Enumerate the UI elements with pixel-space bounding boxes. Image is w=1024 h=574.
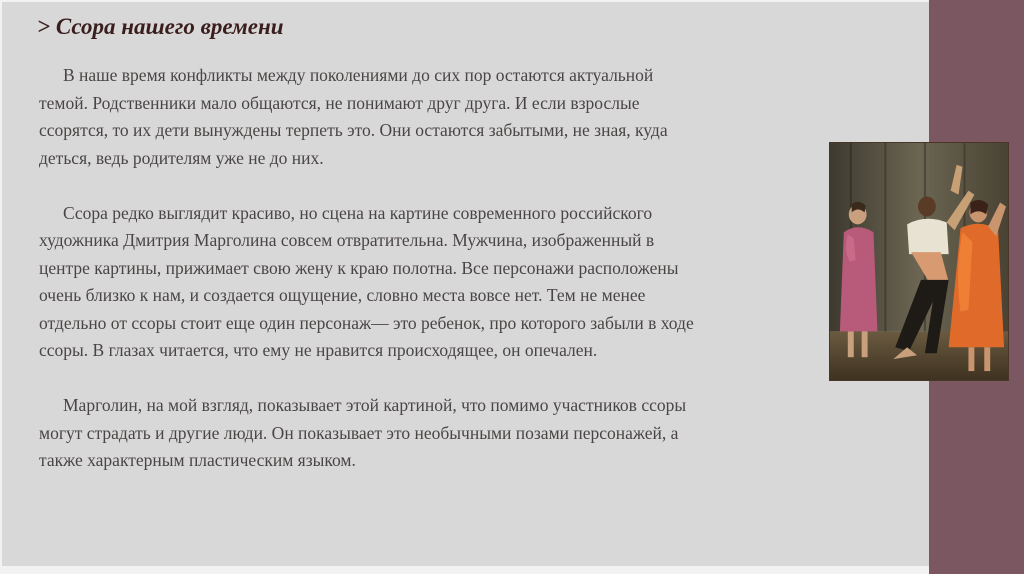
paragraph-line: деться, ведь родителям уже не до них.: [39, 147, 324, 168]
paragraph-line: В наше время конфликты между поколениями до сих пор остаются актуальной: [63, 65, 654, 85]
paragraph-line: также характерным пластическим языком.: [39, 450, 356, 470]
paragraph-line: ссоры. В глазах читается, что ему не нравится происходящее, он опечален.: [39, 340, 598, 360]
painting-illustration: [830, 143, 1008, 380]
paragraph-3: [39, 392, 801, 475]
paragraph-1: [39, 62, 801, 172]
frame-bottom-border: [0, 566, 929, 574]
paragraph-line: темой. Родственники мало общаются, не понимают друг друга. И если взрослые: [39, 92, 640, 113]
slide-body: [39, 62, 801, 502]
paragraph-line: очень близко к нам, и создается ощущение, словно места вовсе нет. Тем не менее: [39, 285, 646, 305]
paragraph-2: [39, 200, 801, 365]
paragraph-line: центре картины, прижимает свою жену к краю полотна. Все персонажи расположены: [39, 257, 679, 278]
paragraph-line: отдельно от ссоры стоит еще один персонаж— это ребенок, про которого забыли в ходе: [39, 312, 694, 333]
painting-quarrel-image: [829, 142, 1009, 381]
paragraph-line: Марголин, на мой взгляд, показывает этой картиной, что помимо участников ссоры: [63, 395, 687, 415]
frame-left-border: [0, 0, 2, 574]
paragraph-line: художника Дмитрия Марголина совсем отвратительна. Мужчина, изображенный в: [39, 230, 655, 250]
paragraph-line: ссорятся, то их дети вынуждены терпеть это. Они остаются забытыми, не зная, куда: [39, 120, 668, 140]
paragraph-line: могут страдать и другие люди. Он показывает это необычными позами персонажей, а: [39, 422, 679, 443]
paragraph-line: Ссора редко выглядит красиво, но сцена на картине современного российского: [63, 202, 653, 223]
slide-title: > Ссора нашего времени: [37, 14, 284, 39]
frame-top-border: [0, 0, 929, 2]
